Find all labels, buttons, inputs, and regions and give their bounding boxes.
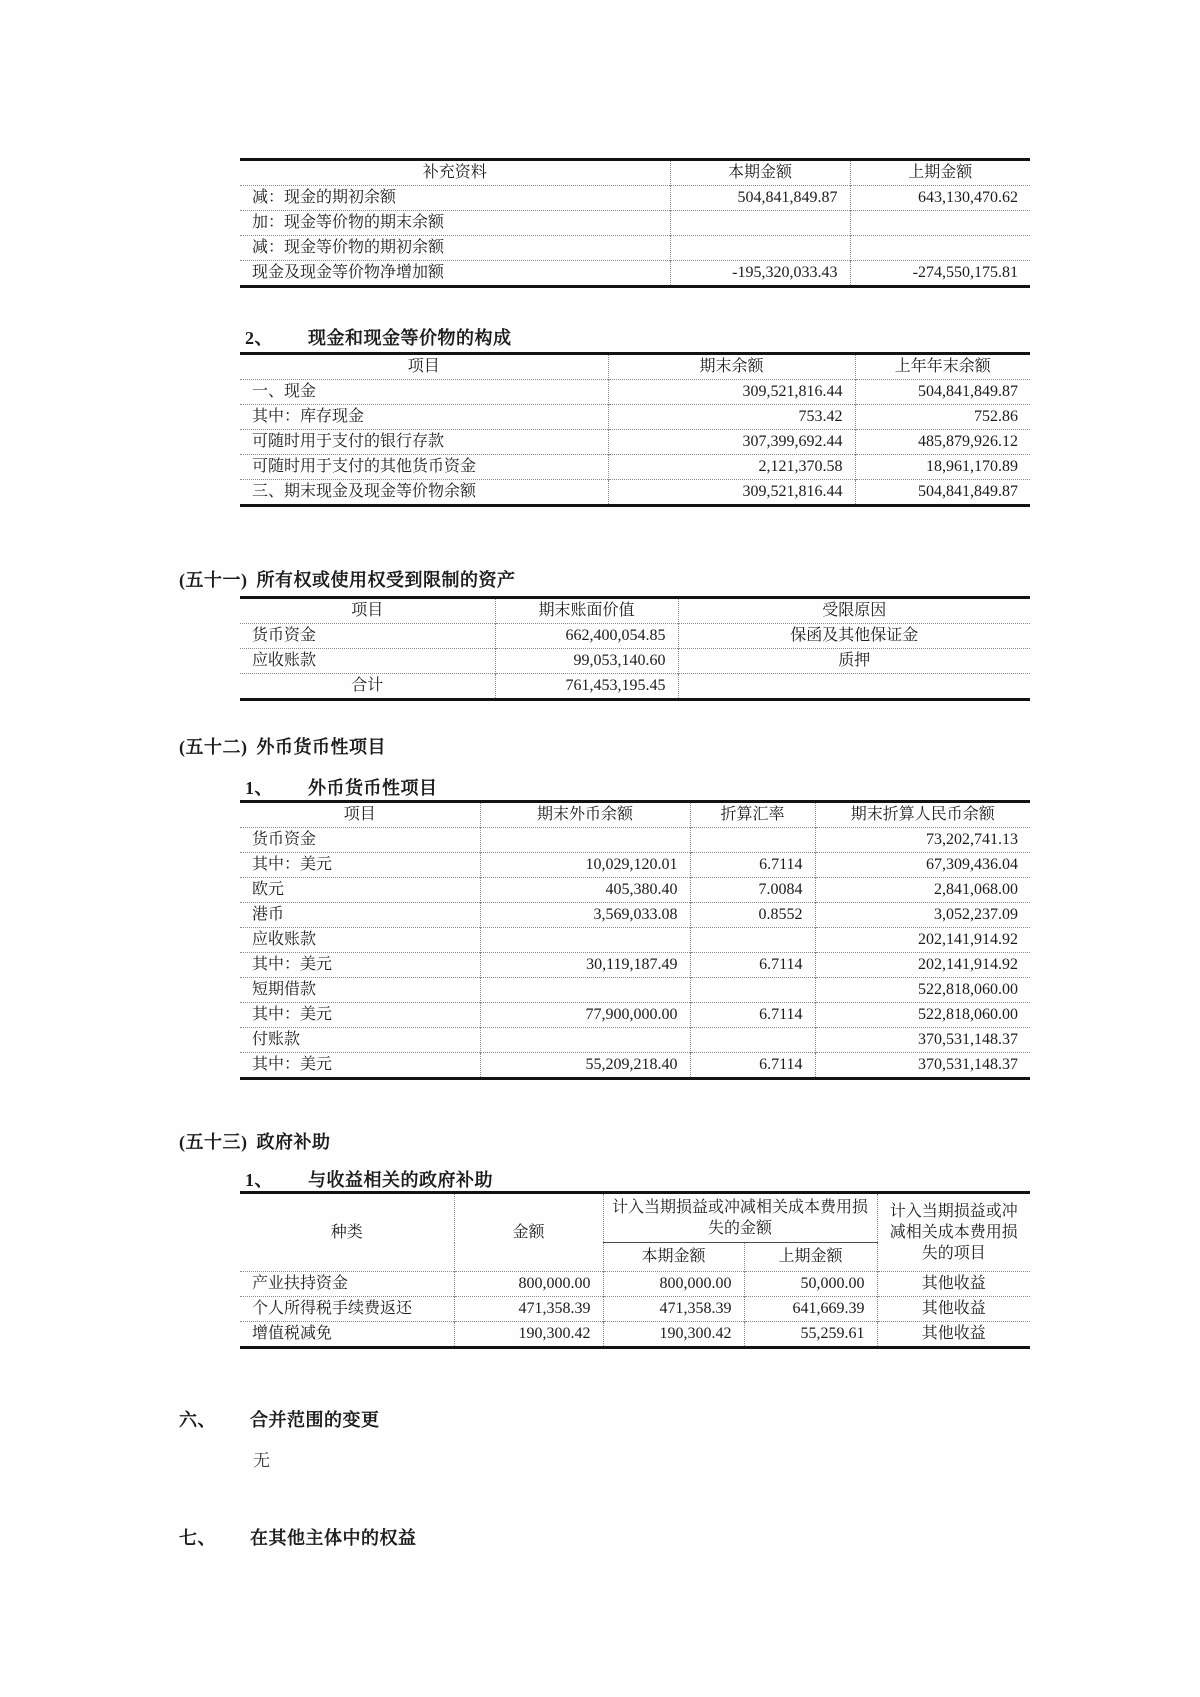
section-number: (五十二) [179, 737, 248, 757]
table-row [240, 1297, 1030, 1322]
table-cell: 662,400,054.85 [495, 624, 678, 649]
column-header: 本期金额 [670, 160, 850, 186]
subsection-heading-foreign-currency [245, 774, 438, 800]
section-number: 六、 [179, 1410, 216, 1430]
table-cell: 应收账款 [240, 928, 480, 953]
table-cell [480, 1028, 690, 1053]
column-header: 项目 [351, 602, 384, 619]
table-cell: 761,453,195.45 [495, 674, 678, 700]
table-cell: 其他收益 [877, 1297, 1030, 1322]
table-cell: 三、期末现金及现金等价物余额 [240, 480, 608, 506]
table-cell: -274,550,175.81 [850, 261, 1030, 287]
section-heading-government-grants [179, 1128, 331, 1154]
table-cell: 18,961,170.89 [855, 455, 1030, 480]
table-header-row [240, 160, 1030, 186]
table-cell: 6.7114 [690, 853, 815, 878]
table-row [240, 903, 1030, 928]
table-header-row [240, 1193, 1030, 1243]
table-row [240, 853, 1030, 878]
table-cell: 2,841,068.00 [815, 878, 1030, 903]
table-cell: 合计 [240, 674, 495, 700]
table-cell: 504,841,849.87 [855, 480, 1030, 506]
table-cell: 800,000.00 [454, 1272, 603, 1297]
table-cell: 6.7114 [690, 1003, 815, 1028]
section-title: 在其他主体中的权益 [250, 1528, 417, 1548]
table-cell: 港币 [240, 903, 480, 928]
table-row [240, 455, 1030, 480]
table-cell: 3,569,033.08 [480, 903, 690, 928]
table-cell [850, 211, 1030, 236]
table-cell: 货币资金 [240, 828, 480, 853]
table-cell: 减：现金的期初余额 [240, 186, 670, 211]
supplementary-cash-flow-table [240, 158, 1030, 288]
table-cell: 应收账款 [240, 649, 495, 674]
table-cell [480, 978, 690, 1003]
section-title: 所有权或使用权受到限制的资产 [256, 570, 516, 590]
table-cell [690, 928, 815, 953]
table-cell: 77,900,000.00 [480, 1003, 690, 1028]
table-cell: 货币资金 [240, 624, 495, 649]
table-cell: 190,300.42 [454, 1322, 603, 1348]
table-cell: 202,141,914.92 [815, 928, 1030, 953]
column-header: 金额 [454, 1193, 603, 1272]
table-row [240, 236, 1030, 261]
table-cell: 其中：美元 [240, 953, 480, 978]
table-cell: 752.86 [855, 405, 1030, 430]
table-cell: 2,121,370.58 [608, 455, 855, 480]
table-row [240, 1003, 1030, 1028]
table-cell [480, 828, 690, 853]
table-row [240, 953, 1030, 978]
column-header: 项目 [343, 806, 376, 823]
section-title: 外币货币性项目 [256, 737, 386, 757]
table-header-row [240, 354, 1030, 380]
table-row [240, 261, 1030, 287]
column-header: 期末账面价值 [495, 598, 678, 624]
foreign-currency-table [240, 800, 1030, 1080]
table-row [240, 878, 1030, 903]
table-row [240, 405, 1030, 430]
column-header: 种类 [330, 1223, 363, 1241]
table-cell: 保函及其他保证金 [678, 624, 1030, 649]
table-row [240, 430, 1030, 455]
table-cell: 471,358.39 [454, 1297, 603, 1322]
column-header: 计入当期损益或冲减相关成本费用损失的项目 [877, 1193, 1030, 1272]
column-subheader: 本期金额 [603, 1243, 744, 1272]
cash-composition-table [240, 352, 1030, 507]
column-subheader: 上期金额 [744, 1243, 877, 1272]
column-header: 受限原因 [678, 598, 1030, 624]
table-cell: 欧元 [240, 878, 480, 903]
column-header: 期末折算人民币余额 [815, 802, 1030, 828]
section-number: 七、 [179, 1528, 216, 1548]
column-header: 期末外币余额 [480, 802, 690, 828]
table-cell: 加：现金等价物的期末余额 [240, 211, 670, 236]
table-cell: -195,320,033.43 [670, 261, 850, 287]
subsection-title: 与收益相关的政府补助 [308, 1170, 493, 1190]
table-cell: 短期借款 [240, 978, 480, 1003]
table-cell: 6.7114 [690, 953, 815, 978]
table-cell: 其中：库存现金 [240, 405, 608, 430]
table-cell: 309,521,816.44 [608, 480, 855, 506]
section-body-none: 无 [253, 1451, 270, 1470]
table-cell: 6.7114 [690, 1053, 815, 1079]
table-cell: 641,669.39 [744, 1297, 877, 1322]
table-cell: 190,300.42 [603, 1322, 744, 1348]
table-cell: 55,259.61 [744, 1322, 877, 1348]
table-cell: 370,531,148.37 [815, 1028, 1030, 1053]
subsection-number: 1、 [245, 1170, 273, 1190]
subsection-title: 外币货币性项目 [308, 778, 438, 798]
table-cell: 可随时用于支付的其他货币资金 [240, 455, 608, 480]
table-cell: 3,052,237.09 [815, 903, 1030, 928]
table-row [240, 1322, 1030, 1348]
section-title: 合并范围的变更 [250, 1410, 380, 1430]
table-row [240, 480, 1030, 506]
subsection-heading-cash-composition [245, 324, 512, 350]
table-row [240, 649, 1030, 674]
table-cell [670, 236, 850, 261]
table-cell: 504,841,849.87 [855, 380, 1030, 405]
table-cell: 309,521,816.44 [608, 380, 855, 405]
table-row [240, 624, 1030, 649]
table-row [240, 380, 1030, 405]
table-row [240, 674, 1030, 700]
table-cell: 522,818,060.00 [815, 1003, 1030, 1028]
table-row [240, 1028, 1030, 1053]
table-cell: 405,380.40 [480, 878, 690, 903]
table-row [240, 978, 1030, 1003]
table-cell: 付账款 [240, 1028, 480, 1053]
table-cell [850, 236, 1030, 261]
table-cell: 其中：美元 [240, 853, 480, 878]
table-cell: 643,130,470.62 [850, 186, 1030, 211]
section-number: (五十三) [179, 1132, 248, 1152]
table-cell: 10,029,120.01 [480, 853, 690, 878]
table-cell: 一、现金 [240, 380, 608, 405]
table-row [240, 828, 1030, 853]
table-cell [678, 674, 1030, 700]
table-cell: 522,818,060.00 [815, 978, 1030, 1003]
table-row [240, 211, 1030, 236]
table-cell: 其中：美元 [240, 1003, 480, 1028]
restricted-assets-table [240, 596, 1030, 701]
table-row [240, 186, 1030, 211]
column-group-header: 计入当期损益或冲减相关成本费用损失的金额 [603, 1193, 877, 1243]
table-header-row [240, 802, 1030, 828]
table-cell: 73,202,741.13 [815, 828, 1030, 853]
table-cell: 其他收益 [877, 1322, 1030, 1348]
column-header: 上期金额 [850, 160, 1030, 186]
table-cell: 202,141,914.92 [815, 953, 1030, 978]
table-cell: 30,119,187.49 [480, 953, 690, 978]
table-cell: 其中：美元 [240, 1053, 480, 1079]
table-cell: 753.42 [608, 405, 855, 430]
table-cell: 504,841,849.87 [670, 186, 850, 211]
subsection-number: 1、 [245, 778, 273, 798]
table-cell: 800,000.00 [603, 1272, 744, 1297]
table-cell [480, 928, 690, 953]
table-cell: 可随时用于支付的银行存款 [240, 430, 608, 455]
table-cell: 67,309,436.04 [815, 853, 1030, 878]
table-cell: 50,000.00 [744, 1272, 877, 1297]
table-cell: 307,399,692.44 [608, 430, 855, 455]
table-cell [690, 978, 815, 1003]
section-heading-foreign-currency [179, 733, 386, 759]
table-cell: 370,531,148.37 [815, 1053, 1030, 1079]
section-heading-consolidation-scope [179, 1406, 380, 1432]
column-header: 项目 [407, 358, 440, 375]
subsection-number: 2、 [245, 328, 273, 348]
table-cell [670, 211, 850, 236]
column-header: 折算汇率 [690, 802, 815, 828]
section-heading-interests-in-other-entities [179, 1524, 417, 1550]
table-cell: 减：现金等价物的期初余额 [240, 236, 670, 261]
table-cell: 产业扶持资金 [240, 1272, 454, 1297]
table-cell: 485,879,926.12 [855, 430, 1030, 455]
section-number: (五十一) [179, 570, 248, 590]
government-grants-table [240, 1191, 1030, 1349]
section-heading-restricted-assets [179, 566, 516, 592]
table-row [240, 1053, 1030, 1079]
table-cell: 55,209,218.40 [480, 1053, 690, 1079]
table-cell: 99,053,140.60 [495, 649, 678, 674]
table-cell: 其他收益 [877, 1272, 1030, 1297]
table-cell [690, 1028, 815, 1053]
table-cell: 7.0084 [690, 878, 815, 903]
table-cell: 现金及现金等价物净增加额 [240, 261, 670, 287]
table-cell: 增值税减免 [240, 1322, 454, 1348]
column-header: 补充资料 [422, 164, 487, 181]
table-cell: 0.8552 [690, 903, 815, 928]
table-row [240, 1272, 1030, 1297]
subsection-heading-income-grants [245, 1166, 493, 1192]
table-row [240, 928, 1030, 953]
table-cell: 个人所得税手续费返还 [240, 1297, 454, 1322]
subsection-title: 现金和现金等价物的构成 [308, 328, 512, 348]
table-cell: 471,358.39 [603, 1297, 744, 1322]
section-title: 政府补助 [256, 1132, 331, 1152]
table-header-row [240, 598, 1030, 624]
column-header: 期末余额 [608, 354, 855, 380]
table-cell [690, 828, 815, 853]
table-cell: 质押 [678, 649, 1030, 674]
column-header: 上年年末余额 [855, 354, 1030, 380]
